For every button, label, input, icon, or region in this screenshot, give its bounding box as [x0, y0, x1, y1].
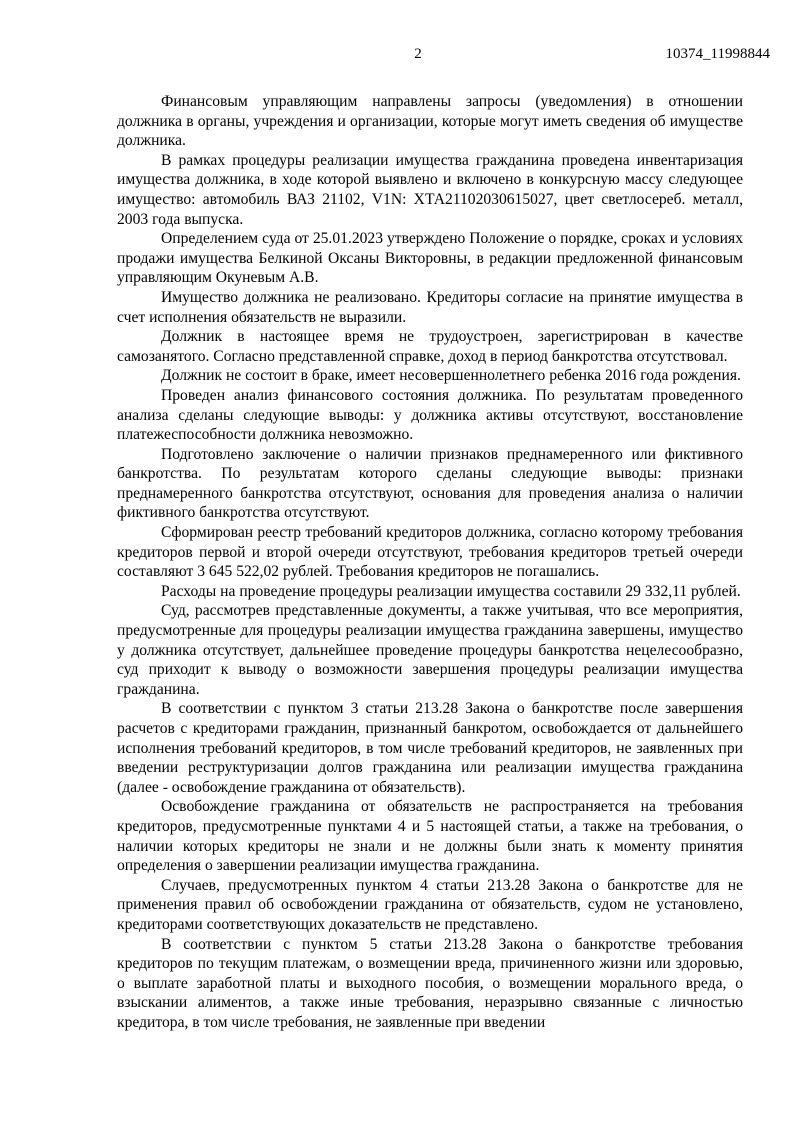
paragraph: В соответствии с пунктом 3 статьи 213.28 Закона о банкротстве после завершения расчетов с кредиторами гражданин, признанный банкротом, освобождается от дальнейшего исполнения требований кредиторов, в том числе требований кредиторов, не заявленных при введении реструктуризации долгов гражданина или реализации имущества гражданина (далее - освобождение гражданина от обязательств).: [117, 700, 743, 796]
paragraph: Проведен анализ финансового состояния должника. По результатам проведенного анализа сделаны следующие выводы: у должника активы отсутствуют, восстановление платежеспособности должника невозможно.: [117, 386, 743, 444]
page-header: [0, 46, 800, 68]
paragraph: Определением суда от 25.01.2023 утверждено Положение о порядке, сроках и условиях продажи имущества Белкиной Оксаны Викторовны, в редакции предложенной финансовым управляющим Окуневым А.В.: [117, 230, 743, 287]
paragraph: В рамках процедуры реализации имущества гражданина проведена инвентаризация имущества должника, в ходе которой выявлено и включено в конкурсную массу следующее имущество: автомобиль ВАЗ 21102, V1N: ХТА21102030615027, цвет светлосереб. металл, 2003 года выпуска.: [117, 151, 743, 228]
paragraph: Финансовым управляющим направлены запросы (уведомления) в отношении должника в органы, учреждения и организации, которые могут иметь сведения об имуществе должника.: [117, 93, 743, 150]
paragraph: Случаев, предусмотренных пунктом 4 статьи 213.28 Закона о банкротстве для не применения правил об освобождении гражданина от обязательств, судом не установлено, кредиторами соответствующих доказательств не представлено.: [117, 876, 743, 933]
paragraph: Подготовлено заключение о наличии признаков преднамеренного или фиктивного банкротства. По результатам которого сделаны следующие выводы: признаки преднамеренного банкротства отсутствуют, основания для проведения анализа о наличии фиктивного банкротства отсутствуют.: [117, 445, 743, 522]
paragraph: Суд, рассмотрев представленные документы, а также учитывая, что все мероприятия, предусмотренные для процедуры реализации имущества гражданина завершены, имущество у должника отсутствует, дальнейшее проведение процедуры банкротства нецелесообразно, суд приходит к выводу о возможности завершения процедуры реализации имущества гражданина.: [117, 602, 743, 698]
document-body: [117, 92, 743, 1033]
paragraph: Должник в настоящее время не трудоустроен, зарегистрирован в качестве самозанятого. Согласно представленной справке, доход в период банкротства отсутствовал.: [117, 328, 743, 365]
paragraph: Должник не состоит в браке, имеет несовершеннолетнего ребенка 2016 года рождения.: [161, 367, 741, 385]
paragraph: Сформирован реестр требований кредиторов должника, согласно которому требования кредиторов первой и второй очереди отсутствуют, требования кредиторов третьей очереди составляют 3 645 522,02 рублей. Требования кредиторов не погашались.: [117, 524, 743, 581]
paragraph: Освобождение гражданина от обязательств не распространяется на требования кредиторов, предусмотренные пунктами 4 и 5 настоящей статьи, а также на требования, о наличии которых кредиторы не знали и не должны были знать к моменту принятия определения о завершении реализации имущества гражданина.: [117, 798, 743, 875]
paragraph: Имущество должника не реализовано. Кредиторы согласие на принятие имущества в счет исполнения обязательств не выразили.: [117, 288, 743, 326]
document-id: 10374_11998844: [665, 46, 770, 62]
paragraph: В соответствии с пунктом 5 статьи 213.28 Закона о банкротстве требования кредиторов по текущим платежам, о возмещении вреда, причиненного жизни или здоровью, о выплате заработной платы и выходного пособия, о возмещении морального вреда, о взыскании алиментов, а также иные требования, неразрывно связанные с личностью кредитора, в том числе требования, не заявленные при введении: [117, 935, 743, 1031]
page-number: 2: [414, 46, 422, 62]
paragraph: Расходы на проведение процедуры реализации имущества составили 29 332,11 рублей.: [161, 582, 741, 600]
